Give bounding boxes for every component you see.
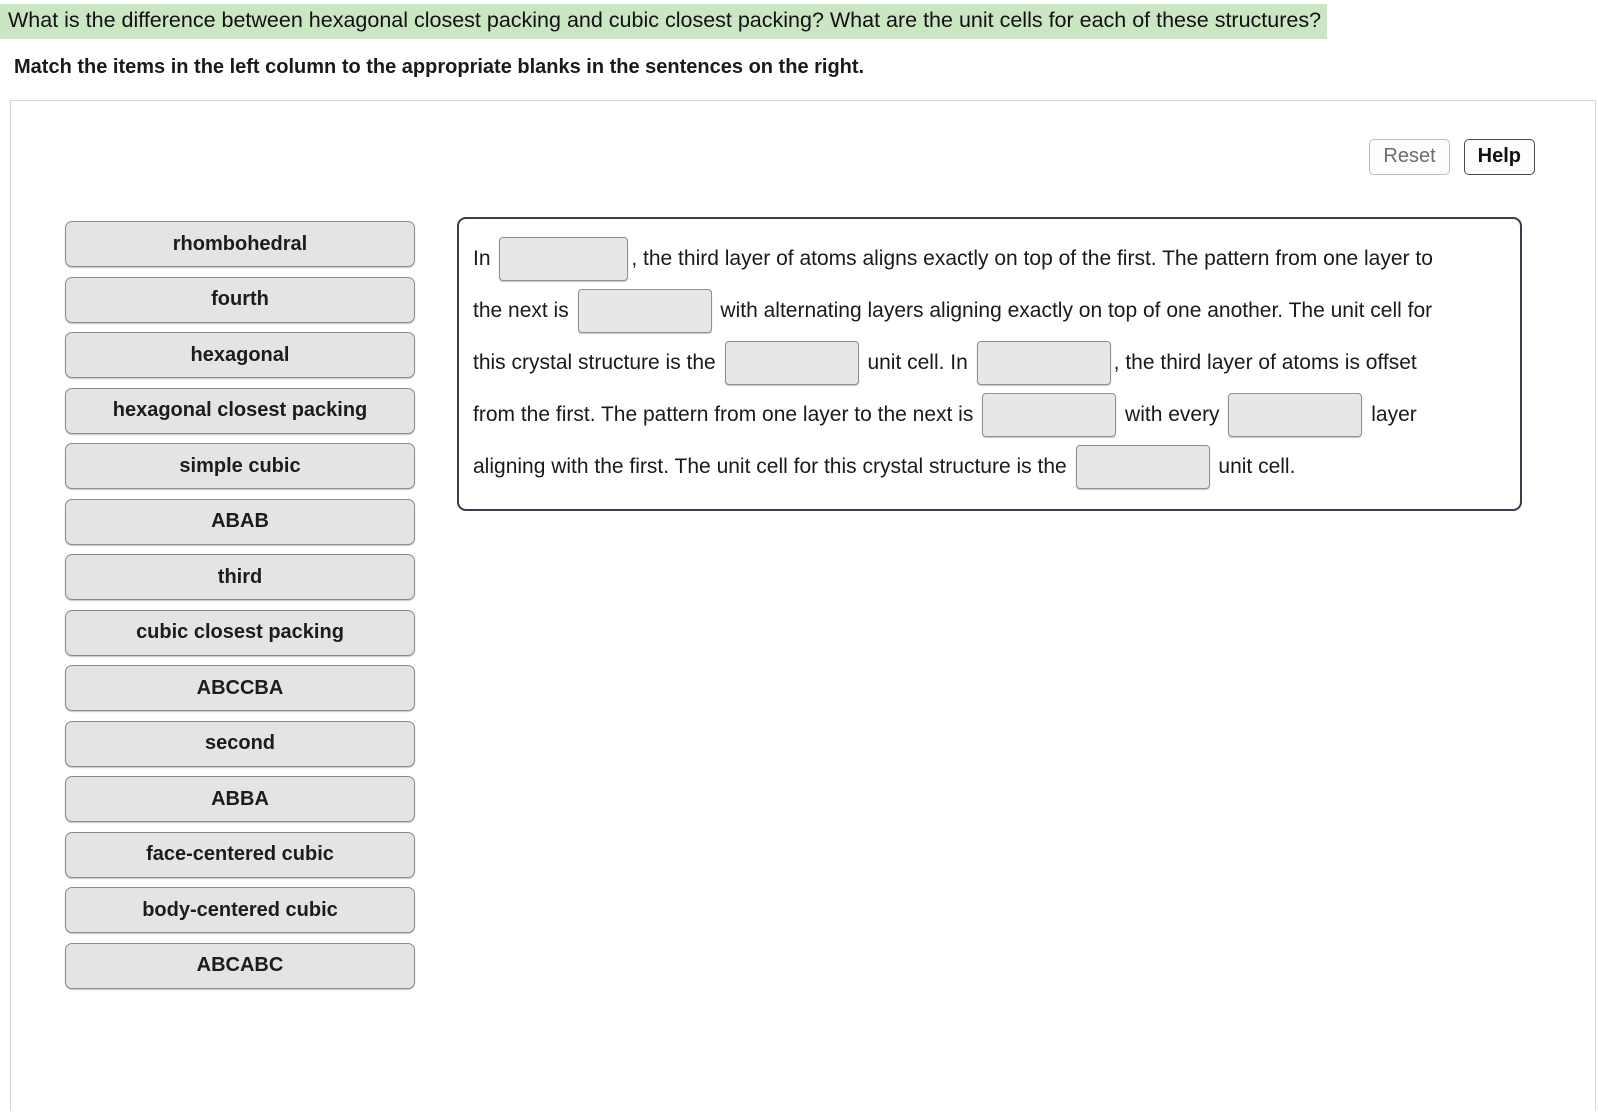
choice-item[interactable]: ABCCBA (65, 665, 415, 711)
sentence-part: In (473, 247, 497, 270)
sentence-text (473, 233, 1504, 493)
choice-item[interactable]: rhombohedral (65, 221, 415, 267)
choice-item[interactable]: ABBA (65, 776, 415, 822)
sentence-part: , the third layer of atoms aligns exactly on top of the first. The pattern from one layer to (631, 247, 1433, 270)
question-prompt: What is the difference between hexagonal closest packing and cubic closest packing? What are the unit cells for each of these structures? (0, 4, 1327, 39)
drop-blank-7[interactable] (1076, 445, 1210, 489)
sentence-part: with every (1125, 403, 1220, 426)
reset-button[interactable]: Reset (1369, 139, 1449, 175)
choice-item[interactable]: hexagonal (65, 332, 415, 378)
sentence-part: , the third layer of atoms is offset (1113, 351, 1417, 374)
choice-item[interactable]: ABAB (65, 499, 415, 545)
drop-blank-1[interactable] (499, 237, 628, 281)
choice-item[interactable]: cubic closest packing (65, 610, 415, 656)
panel-toolbar (1369, 139, 1535, 175)
help-button[interactable]: Help (1464, 139, 1535, 175)
drop-blank-6[interactable] (1228, 393, 1362, 437)
drop-blank-2[interactable] (578, 289, 712, 333)
choice-item[interactable]: hexagonal closest packing (65, 388, 415, 434)
sentence-part: layer (1371, 403, 1417, 426)
instruction-text: Match the items in the left column to the appropriate blanks in the sentences on the right. (14, 56, 865, 78)
choice-item[interactable]: body-centered cubic (65, 887, 415, 933)
sentence-part: with alternating layers aligning exactly on top of one another. The unit cell for (720, 299, 1433, 322)
choice-list (65, 221, 415, 989)
sentence-part: this crystal structure is the (473, 351, 716, 374)
drop-blank-4[interactable] (977, 341, 1111, 385)
choice-item[interactable]: face-centered cubic (65, 832, 415, 878)
sentence-part: unit cell. (1218, 455, 1296, 478)
activity-panel (10, 100, 1596, 1110)
choice-item[interactable]: second (65, 721, 415, 767)
sentence-part: from the first. The pattern from one layer to the next is (473, 403, 974, 426)
choice-item[interactable]: fourth (65, 277, 415, 323)
drop-blank-5[interactable] (982, 393, 1116, 437)
choice-item[interactable]: ABCABC (65, 943, 415, 989)
sentence-drop-area (457, 217, 1522, 511)
sentence-part: unit cell. In (867, 351, 968, 374)
sentence-part: aligning with the first. The unit cell for this crystal structure is the (473, 455, 1067, 478)
drop-blank-3[interactable] (725, 341, 859, 385)
choice-item[interactable]: third (65, 554, 415, 600)
sentence-part: the next is (473, 299, 569, 322)
choice-item[interactable]: simple cubic (65, 443, 415, 489)
